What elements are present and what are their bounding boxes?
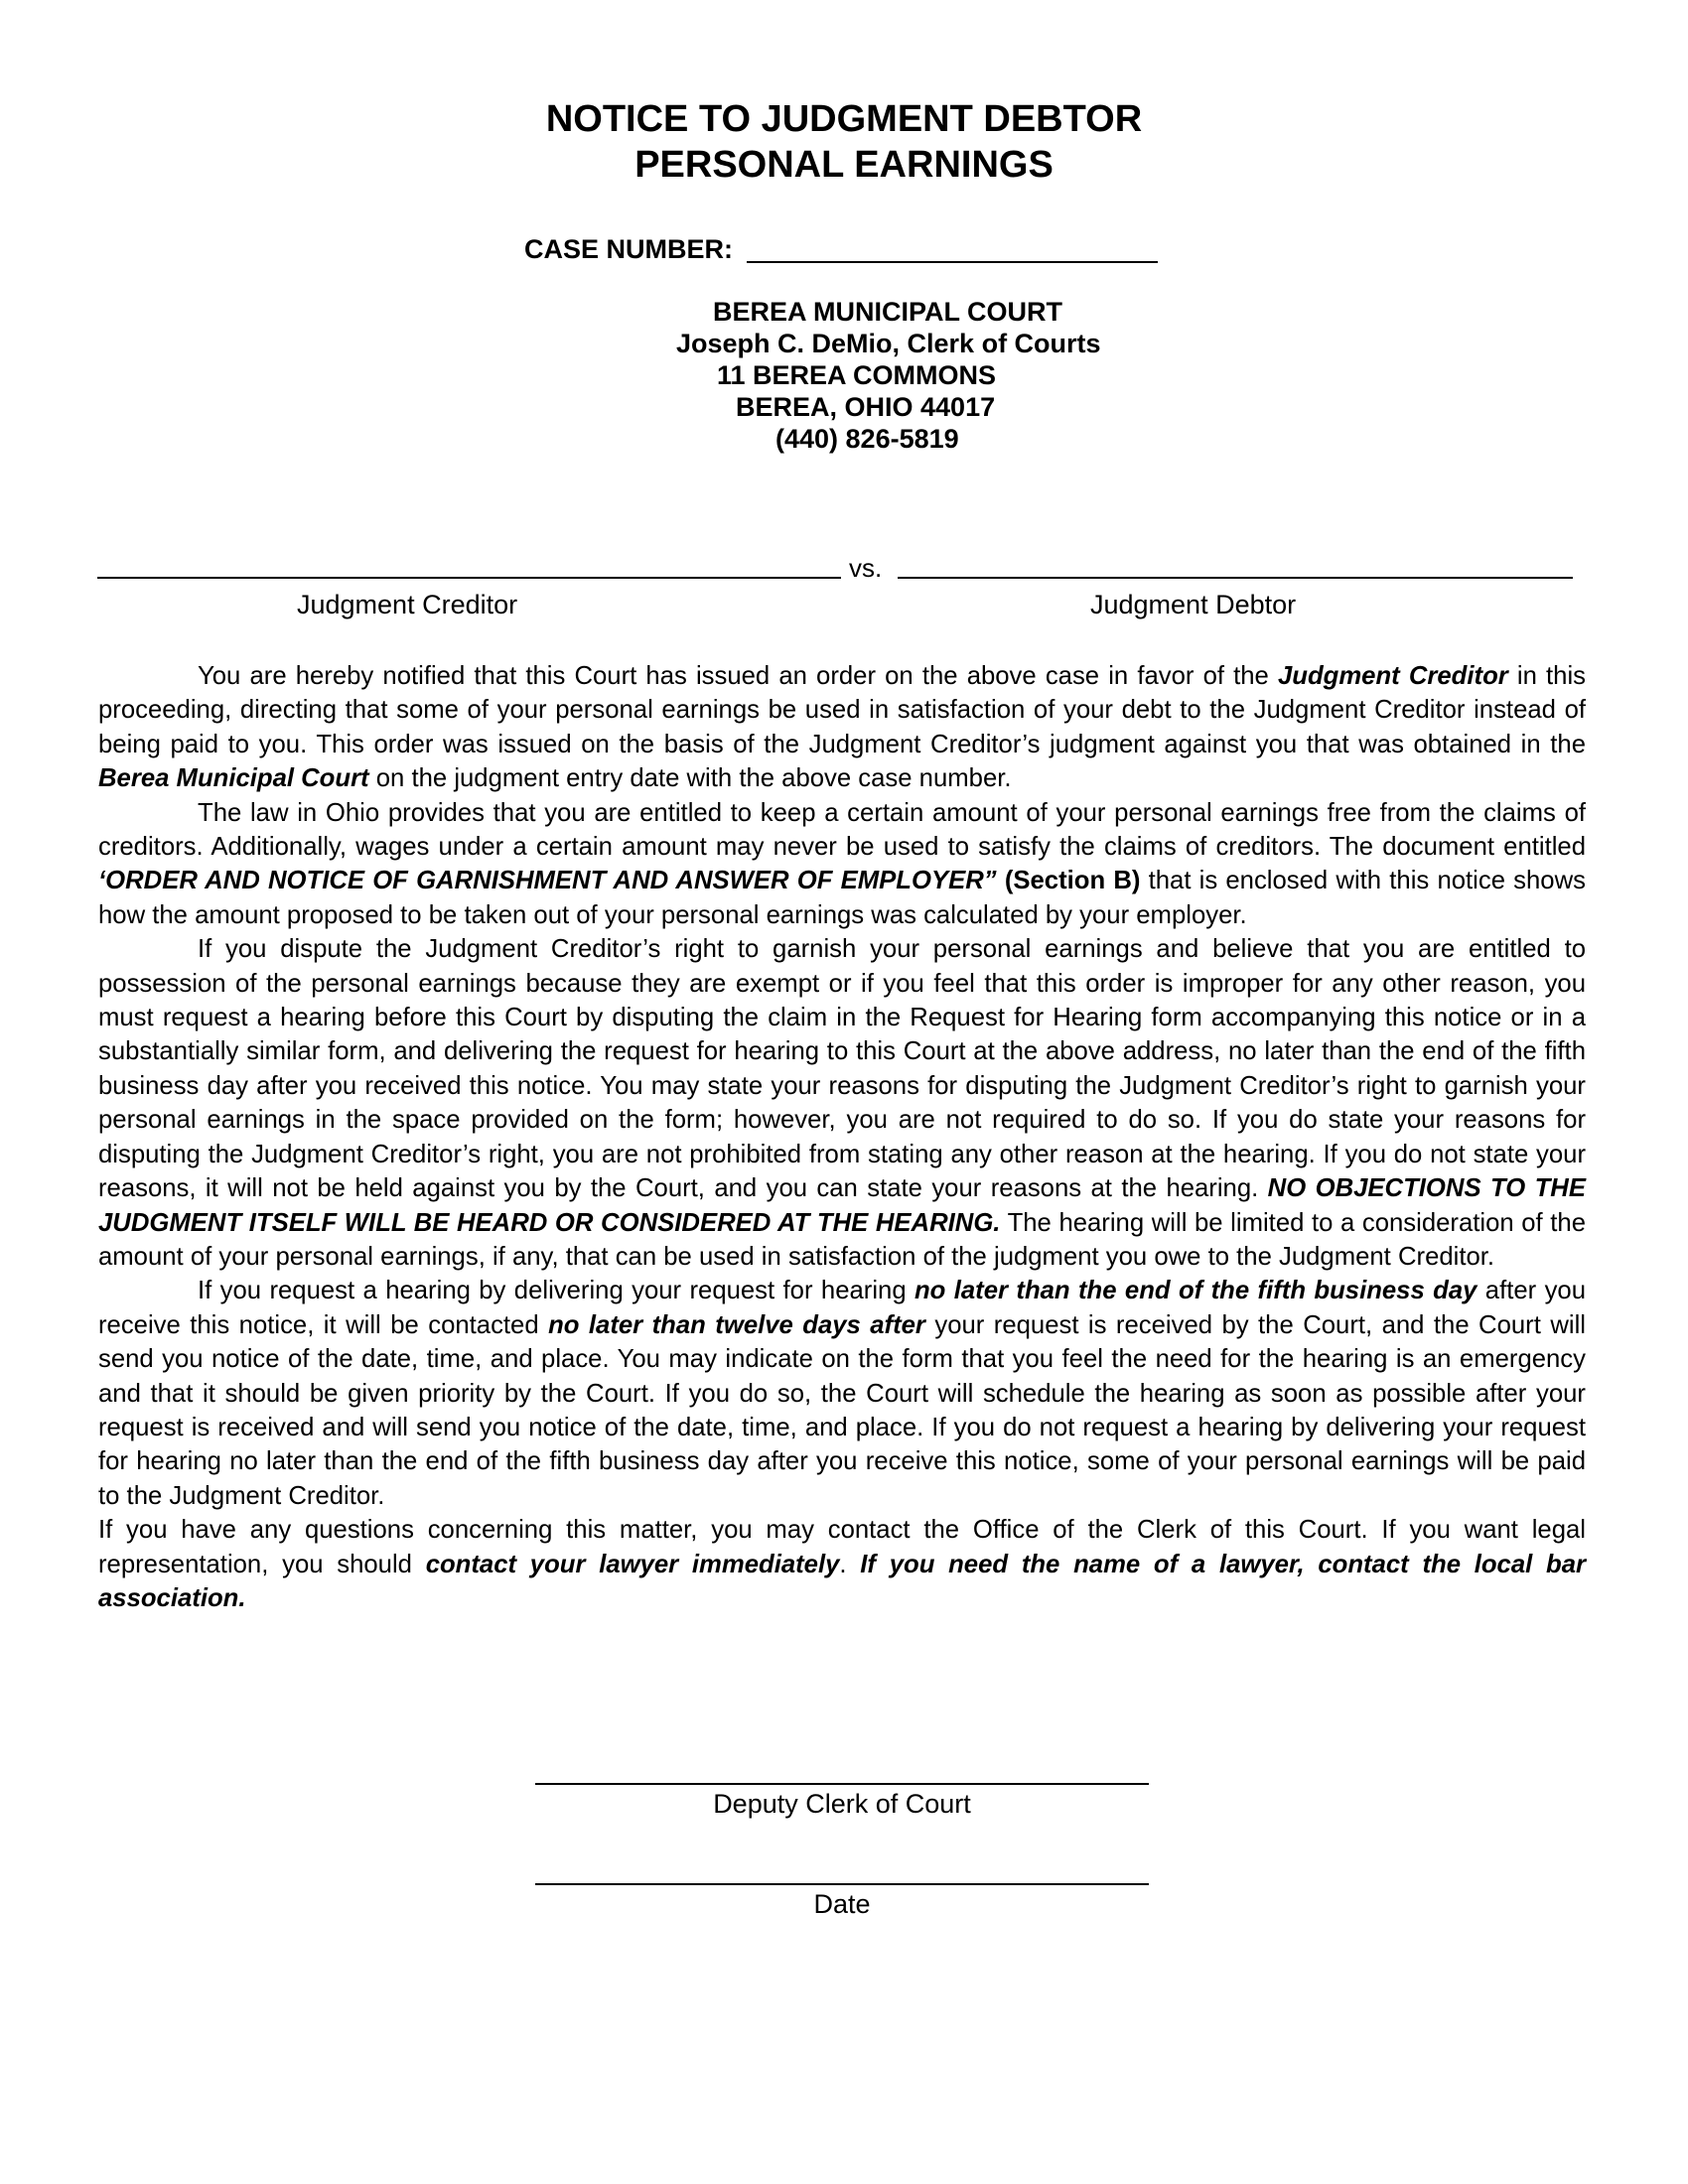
paragraph-dispute-hearing: If you dispute the Judgment Creditor’s right to garnish your personal earnings and believe that you are entitled to possession of the personal earnings because they are exempt or if you feel that this order is improper for any other reason, you must request a hearing before this Court by disputing the claim in the Request for Hearing form accompanying this notice or in a substantially similar form, and delivering the request for hearing to this Court at the above address, no later than the end of the fifth business day after you received this notice. You may state your reasons for disputing the Judgment Creditor’s right to garnish your personal earnings in the space provided on the form; however, you are not required to do so. If you do state your reasons for disputing the Judgment Creditor’s right, you are not prohibited from stating any other reason at the hearing. If you do not state your reasons, it will not be held against you by the Court, and you can state your reasons at the hearing. NO OBJECTIONS TO THE JUDGMENT ITSELF WILL BE HEARD OR CONSIDERED AT THE HEARING. The hearing will be limited to a consideration of the amount of your personal earnings, if any, that can be used in satisfaction of the judgment you owe to the Judgment Creditor. [98, 935, 1587, 1271]
case-number-field[interactable] [747, 261, 1158, 263]
date-label: Date [813, 1889, 871, 1919]
paragraph-order-issued: You are hereby notified that this Court has issued an order on the above case in favor of the Judgment Creditor in this proceeding, directing that some of your personal earnings be used in satisfaction of your debt to the Judgment Creditor instead of being paid to you. This order was issued on the basis of the Judgment Creditor’s judgment against you that was obtained in the Berea Municipal Court on the judgment entry date with the above case number. [98, 662, 1586, 793]
court-phone: (440) 826-5819 [775, 424, 959, 454]
deputy-clerk-signature-field[interactable] [535, 1783, 1149, 1785]
date-field[interactable] [535, 1883, 1149, 1885]
document-title-line-1: NOTICE TO JUDGMENT DEBTOR [545, 98, 1143, 140]
court-address-line-2: BEREA, OHIO 44017 [736, 392, 996, 422]
court-address-line-1: 11 BEREA COMMONS [717, 360, 997, 390]
court-clerk: Joseph C. DeMio, Clerk of Courts [676, 329, 1101, 358]
judgment-creditor-field[interactable] [97, 577, 841, 579]
notice-body [98, 659, 1586, 1615]
versus-label: vs. [849, 553, 883, 583]
paragraph-ohio-law: The law in Ohio provides that you are entitled to keep a certain amount of your personal earnings free from the claims of creditors. Additionally, wages under a certain amount may never be used to satisfy the claims of creditors. The document entitled ‘ORDER AND NOTICE OF GARNISHMENT AND ANSWER OF EMPLOYER” (Section B) that is enclosed with this notice shows how the amount proposed to be taken out of your personal earnings was calculated by your employer. [98, 798, 1586, 929]
deputy-clerk-label: Deputy Clerk of Court [713, 1789, 971, 1819]
court-name: BEREA MUNICIPAL COURT [713, 297, 1063, 327]
paragraph-request-hearing: If you request a hearing by delivering your request for hearing no later than the end of the fifth business day after you receive this notice, it will be contacted no later than twelve days after your request is received by the Court, and the Court will send you notice of the date, time, and place. You may indicate on the form that you feel the need for the hearing is an emergency and that it should be given priority by the Court. If you do so, the Court will schedule the hearing as soon as possible after your request is received and will send you notice of the date, time, and place. If you do not request a hearing by delivering your request for hearing no later than the end of the fifth business day after you receive this notice, some of your personal earnings will be paid to the Judgment Creditor. [98, 1277, 1586, 1510]
judgment-debtor-field[interactable] [898, 577, 1573, 579]
paragraph-questions: If you have any questions concerning this matter, you may contact the Office of the Clerk of this Court. If you want legal representation, you should contact your lawyer immediately. If you need the name of a lawyer, contact the local bar association. [98, 1516, 1586, 1612]
case-number-label: CASE NUMBER: [524, 234, 734, 264]
judgment-debtor-label: Judgment Debtor [1090, 590, 1297, 619]
document-title-line-2: PERSONAL EARNINGS [634, 144, 1054, 186]
judgment-creditor-label: Judgment Creditor [297, 590, 518, 619]
